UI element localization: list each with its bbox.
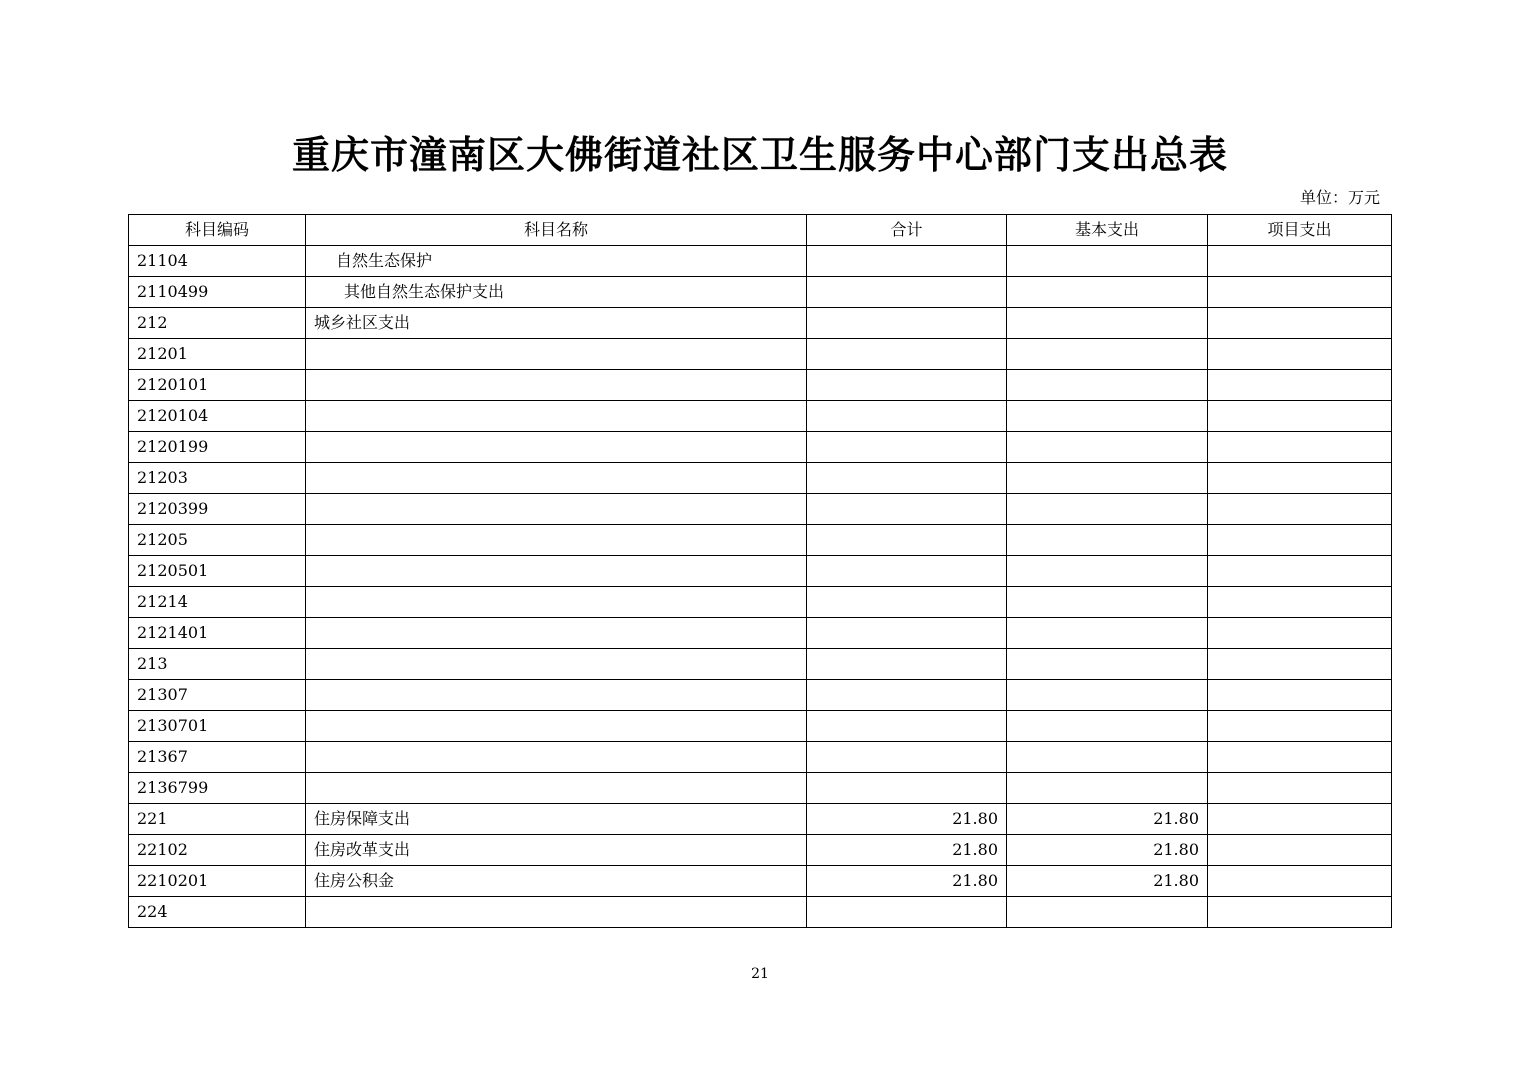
cell-code: 2136799 <box>129 773 306 804</box>
cell-code: 21203 <box>129 463 306 494</box>
cell-basic <box>1007 246 1208 277</box>
cell-project <box>1208 432 1392 463</box>
cell-basic <box>1007 339 1208 370</box>
cell-code: 221 <box>129 804 306 835</box>
cell-name <box>306 587 807 618</box>
cell-total <box>807 742 1007 773</box>
cell-basic <box>1007 773 1208 804</box>
table-row <box>129 897 1392 928</box>
cell-name <box>306 339 807 370</box>
cell-basic <box>1007 432 1208 463</box>
table-row <box>129 773 1392 804</box>
cell-basic <box>1007 587 1208 618</box>
cell-basic <box>1007 618 1208 649</box>
cell-total <box>807 308 1007 339</box>
table-body <box>129 246 1392 928</box>
cell-name <box>306 618 807 649</box>
table-row <box>129 308 1392 339</box>
table-row <box>129 525 1392 556</box>
cell-basic <box>1007 897 1208 928</box>
table-row <box>129 463 1392 494</box>
table-row <box>129 339 1392 370</box>
cell-project <box>1208 556 1392 587</box>
cell-name: 住房改革支出 <box>306 835 807 866</box>
cell-name: 其他自然生态保护支出 <box>306 277 807 308</box>
page-number: 21 <box>751 966 769 982</box>
cell-project <box>1208 711 1392 742</box>
cell-total: 21.80 <box>807 866 1007 897</box>
table-row <box>129 401 1392 432</box>
table-row <box>129 618 1392 649</box>
table-row <box>129 370 1392 401</box>
cell-basic: 21.80 <box>1007 866 1208 897</box>
cell-name: 住房保障支出 <box>306 804 807 835</box>
table-row <box>129 742 1392 773</box>
cell-name <box>306 463 807 494</box>
cell-basic <box>1007 494 1208 525</box>
cell-project <box>1208 463 1392 494</box>
cell-total <box>807 339 1007 370</box>
cell-code: 21201 <box>129 339 306 370</box>
table-row <box>129 835 1392 866</box>
cell-name <box>306 897 807 928</box>
cell-code: 21205 <box>129 525 306 556</box>
unit-label: 单位：万元 <box>1299 188 1380 207</box>
cell-basic <box>1007 556 1208 587</box>
cell-code: 2121401 <box>129 618 306 649</box>
table-row <box>129 556 1392 587</box>
cell-code: 2120104 <box>129 401 306 432</box>
cell-project <box>1208 773 1392 804</box>
table-row <box>129 246 1392 277</box>
cell-project <box>1208 308 1392 339</box>
cell-total <box>807 246 1007 277</box>
cell-total <box>807 649 1007 680</box>
cell-project <box>1208 246 1392 277</box>
cell-name <box>306 432 807 463</box>
cell-basic: 21.80 <box>1007 835 1208 866</box>
cell-basic <box>1007 463 1208 494</box>
cell-total <box>807 525 1007 556</box>
cell-project <box>1208 835 1392 866</box>
cell-name: 住房公积金 <box>306 866 807 897</box>
cell-basic <box>1007 277 1208 308</box>
table-row <box>129 277 1392 308</box>
expenditure-table <box>128 214 1392 928</box>
cell-project <box>1208 897 1392 928</box>
cell-project <box>1208 618 1392 649</box>
cell-total <box>807 587 1007 618</box>
cell-total <box>807 401 1007 432</box>
cell-code: 213 <box>129 649 306 680</box>
cell-code: 212 <box>129 308 306 339</box>
cell-name: 自然生态保护 <box>306 246 807 277</box>
cell-name <box>306 556 807 587</box>
table-row <box>129 711 1392 742</box>
cell-total <box>807 556 1007 587</box>
cell-code: 21104 <box>129 246 306 277</box>
cell-project <box>1208 401 1392 432</box>
cell-name <box>306 494 807 525</box>
cell-total <box>807 494 1007 525</box>
cell-project <box>1208 742 1392 773</box>
cell-total <box>807 773 1007 804</box>
cell-total <box>807 432 1007 463</box>
cell-name <box>306 649 807 680</box>
cell-project <box>1208 370 1392 401</box>
column-header-code: 科目编码 <box>129 215 306 246</box>
cell-code: 2120399 <box>129 494 306 525</box>
cell-project <box>1208 804 1392 835</box>
cell-total: 21.80 <box>807 804 1007 835</box>
cell-basic <box>1007 711 1208 742</box>
table-row <box>129 804 1392 835</box>
cell-basic <box>1007 680 1208 711</box>
cell-project <box>1208 494 1392 525</box>
cell-code: 2120501 <box>129 556 306 587</box>
column-header-basic: 基本支出 <box>1007 215 1208 246</box>
cell-name <box>306 525 807 556</box>
cell-name <box>306 773 807 804</box>
cell-code: 224 <box>129 897 306 928</box>
table-row <box>129 649 1392 680</box>
cell-total <box>807 711 1007 742</box>
cell-basic <box>1007 525 1208 556</box>
cell-code: 2210201 <box>129 866 306 897</box>
cell-project <box>1208 339 1392 370</box>
cell-basic <box>1007 742 1208 773</box>
cell-total <box>807 680 1007 711</box>
page-title: 重庆市潼南区大佛街道社区卫生服务中心部门支出总表 <box>291 132 1228 177</box>
cell-project <box>1208 277 1392 308</box>
table-row <box>129 866 1392 897</box>
cell-project <box>1208 680 1392 711</box>
cell-total <box>807 463 1007 494</box>
cell-code: 2110499 <box>129 277 306 308</box>
cell-name <box>306 370 807 401</box>
cell-name <box>306 742 807 773</box>
cell-total <box>807 370 1007 401</box>
table-row <box>129 432 1392 463</box>
cell-name <box>306 680 807 711</box>
cell-total <box>807 277 1007 308</box>
cell-total <box>807 897 1007 928</box>
column-header-total: 合计 <box>807 215 1007 246</box>
table-row <box>129 494 1392 525</box>
table-header-row <box>129 215 1392 246</box>
table-row <box>129 587 1392 618</box>
table-row <box>129 680 1392 711</box>
cell-code: 21367 <box>129 742 306 773</box>
cell-code: 2130701 <box>129 711 306 742</box>
cell-project <box>1208 525 1392 556</box>
cell-basic <box>1007 649 1208 680</box>
cell-basic <box>1007 401 1208 432</box>
column-header-project: 项目支出 <box>1208 215 1392 246</box>
cell-code: 2120101 <box>129 370 306 401</box>
cell-name: 城乡社区支出 <box>306 308 807 339</box>
cell-project <box>1208 866 1392 897</box>
cell-code: 2120199 <box>129 432 306 463</box>
cell-code: 22102 <box>129 835 306 866</box>
cell-total <box>807 618 1007 649</box>
cell-basic: 21.80 <box>1007 804 1208 835</box>
cell-project <box>1208 587 1392 618</box>
cell-total: 21.80 <box>807 835 1007 866</box>
cell-code: 21307 <box>129 680 306 711</box>
cell-code: 21214 <box>129 587 306 618</box>
cell-project <box>1208 649 1392 680</box>
cell-basic <box>1007 370 1208 401</box>
cell-name <box>306 711 807 742</box>
cell-name <box>306 401 807 432</box>
column-header-name: 科目名称 <box>306 215 807 246</box>
cell-basic <box>1007 308 1208 339</box>
